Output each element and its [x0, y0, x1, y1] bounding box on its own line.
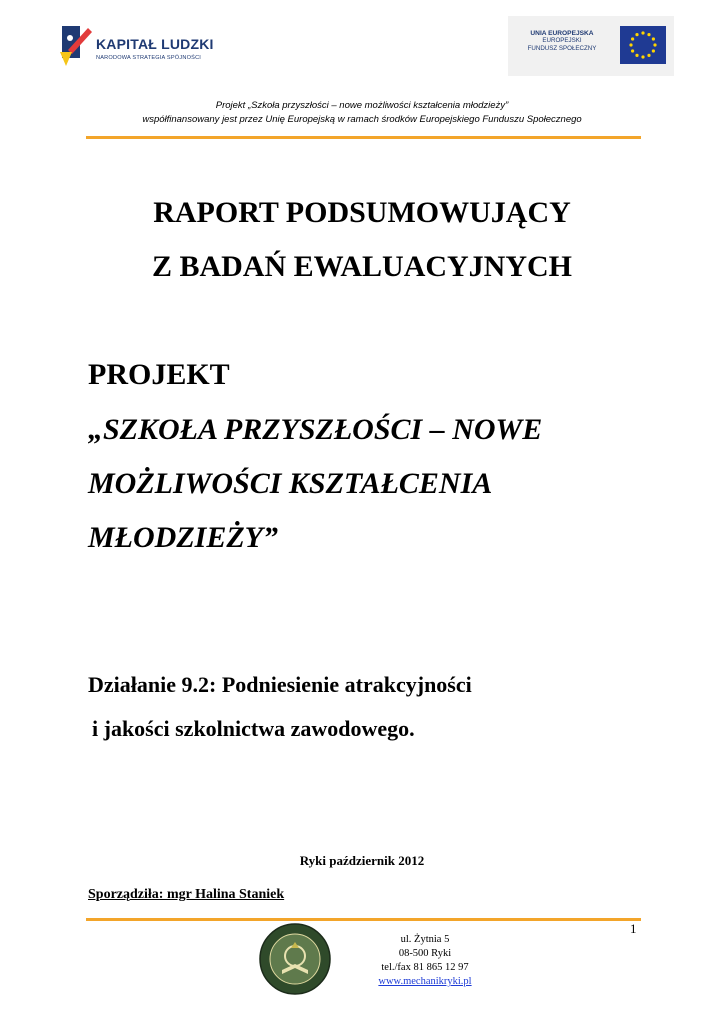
project-name-line1: „SZKOŁA PRZYSZŁOŚCI – NOWE	[88, 413, 543, 446]
eu-logo-line3: FUNDUSZ SPOŁECZNY	[527, 45, 597, 52]
report-title-line1: RAPORT PODSUMOWUJĄCY	[153, 196, 571, 229]
eu-star	[647, 33, 650, 36]
action-line1: Działanie 9.2: Podniesienie atrakcyjności	[88, 672, 472, 697]
report-title-line2: Z BADAŃ EWALUACYJNYCH	[151, 250, 573, 283]
project-name-line2: MOŻLIWOŚCI KSZTAŁCENIA	[88, 467, 493, 500]
kapital-ludzki-icon	[58, 22, 94, 68]
eu-star	[652, 37, 655, 40]
website-link[interactable]: www.mechanikryki.pl	[378, 976, 472, 987]
eu-star	[631, 37, 634, 40]
eu-logo-text	[516, 30, 608, 53]
header-divider	[86, 136, 641, 139]
kapital-ludzki-title: KAPITAŁ LUDZKI	[96, 36, 214, 52]
address-city: 08-500 Ryki	[398, 948, 452, 959]
address-street: ul. Żytnia 5	[400, 934, 450, 945]
author: Sporządziła: mgr Halina Staniek	[88, 887, 285, 902]
kapital-ludzki-logo	[58, 22, 218, 74]
eu-star	[641, 55, 644, 58]
project-label: PROJEKT	[88, 358, 230, 391]
eu-star	[653, 43, 656, 46]
header-project-line: Projekt „Szkoła przyszłości – nowe możliwości kształcenia młodzieży”	[215, 100, 509, 111]
address-phone: tel./fax 81 865 12 97	[381, 962, 469, 973]
project-name-line3: MŁODZIEŻY”	[88, 521, 278, 554]
kapital-ludzki-subtitle: NARODOWA STRATEGIA SPÓJNOŚCI	[96, 55, 202, 61]
eu-star	[635, 33, 638, 36]
header-cofinancing-line: współfinansowany jest przez Unię Europejską w ramach środków Europejskiego Funduszu Społecznego	[142, 114, 582, 125]
eu-star	[641, 31, 644, 34]
eu-fund-logo	[508, 16, 674, 76]
footer-divider	[86, 918, 641, 921]
action-line2: i jakości szkolnictwa zawodowego.	[92, 716, 415, 741]
eu-logo-line1: UNIA EUROPEJSKA	[530, 30, 594, 37]
eu-logo-line2: EUROPEJSKI	[542, 37, 582, 44]
eu-star	[631, 49, 634, 52]
eu-star	[635, 54, 638, 57]
eu-star	[647, 54, 650, 57]
page-number: 1	[630, 921, 637, 936]
eu-flag-icon	[620, 26, 666, 64]
place-date: Ryki październik 2012	[299, 853, 425, 868]
eu-star	[629, 43, 632, 46]
eu-star	[652, 49, 655, 52]
